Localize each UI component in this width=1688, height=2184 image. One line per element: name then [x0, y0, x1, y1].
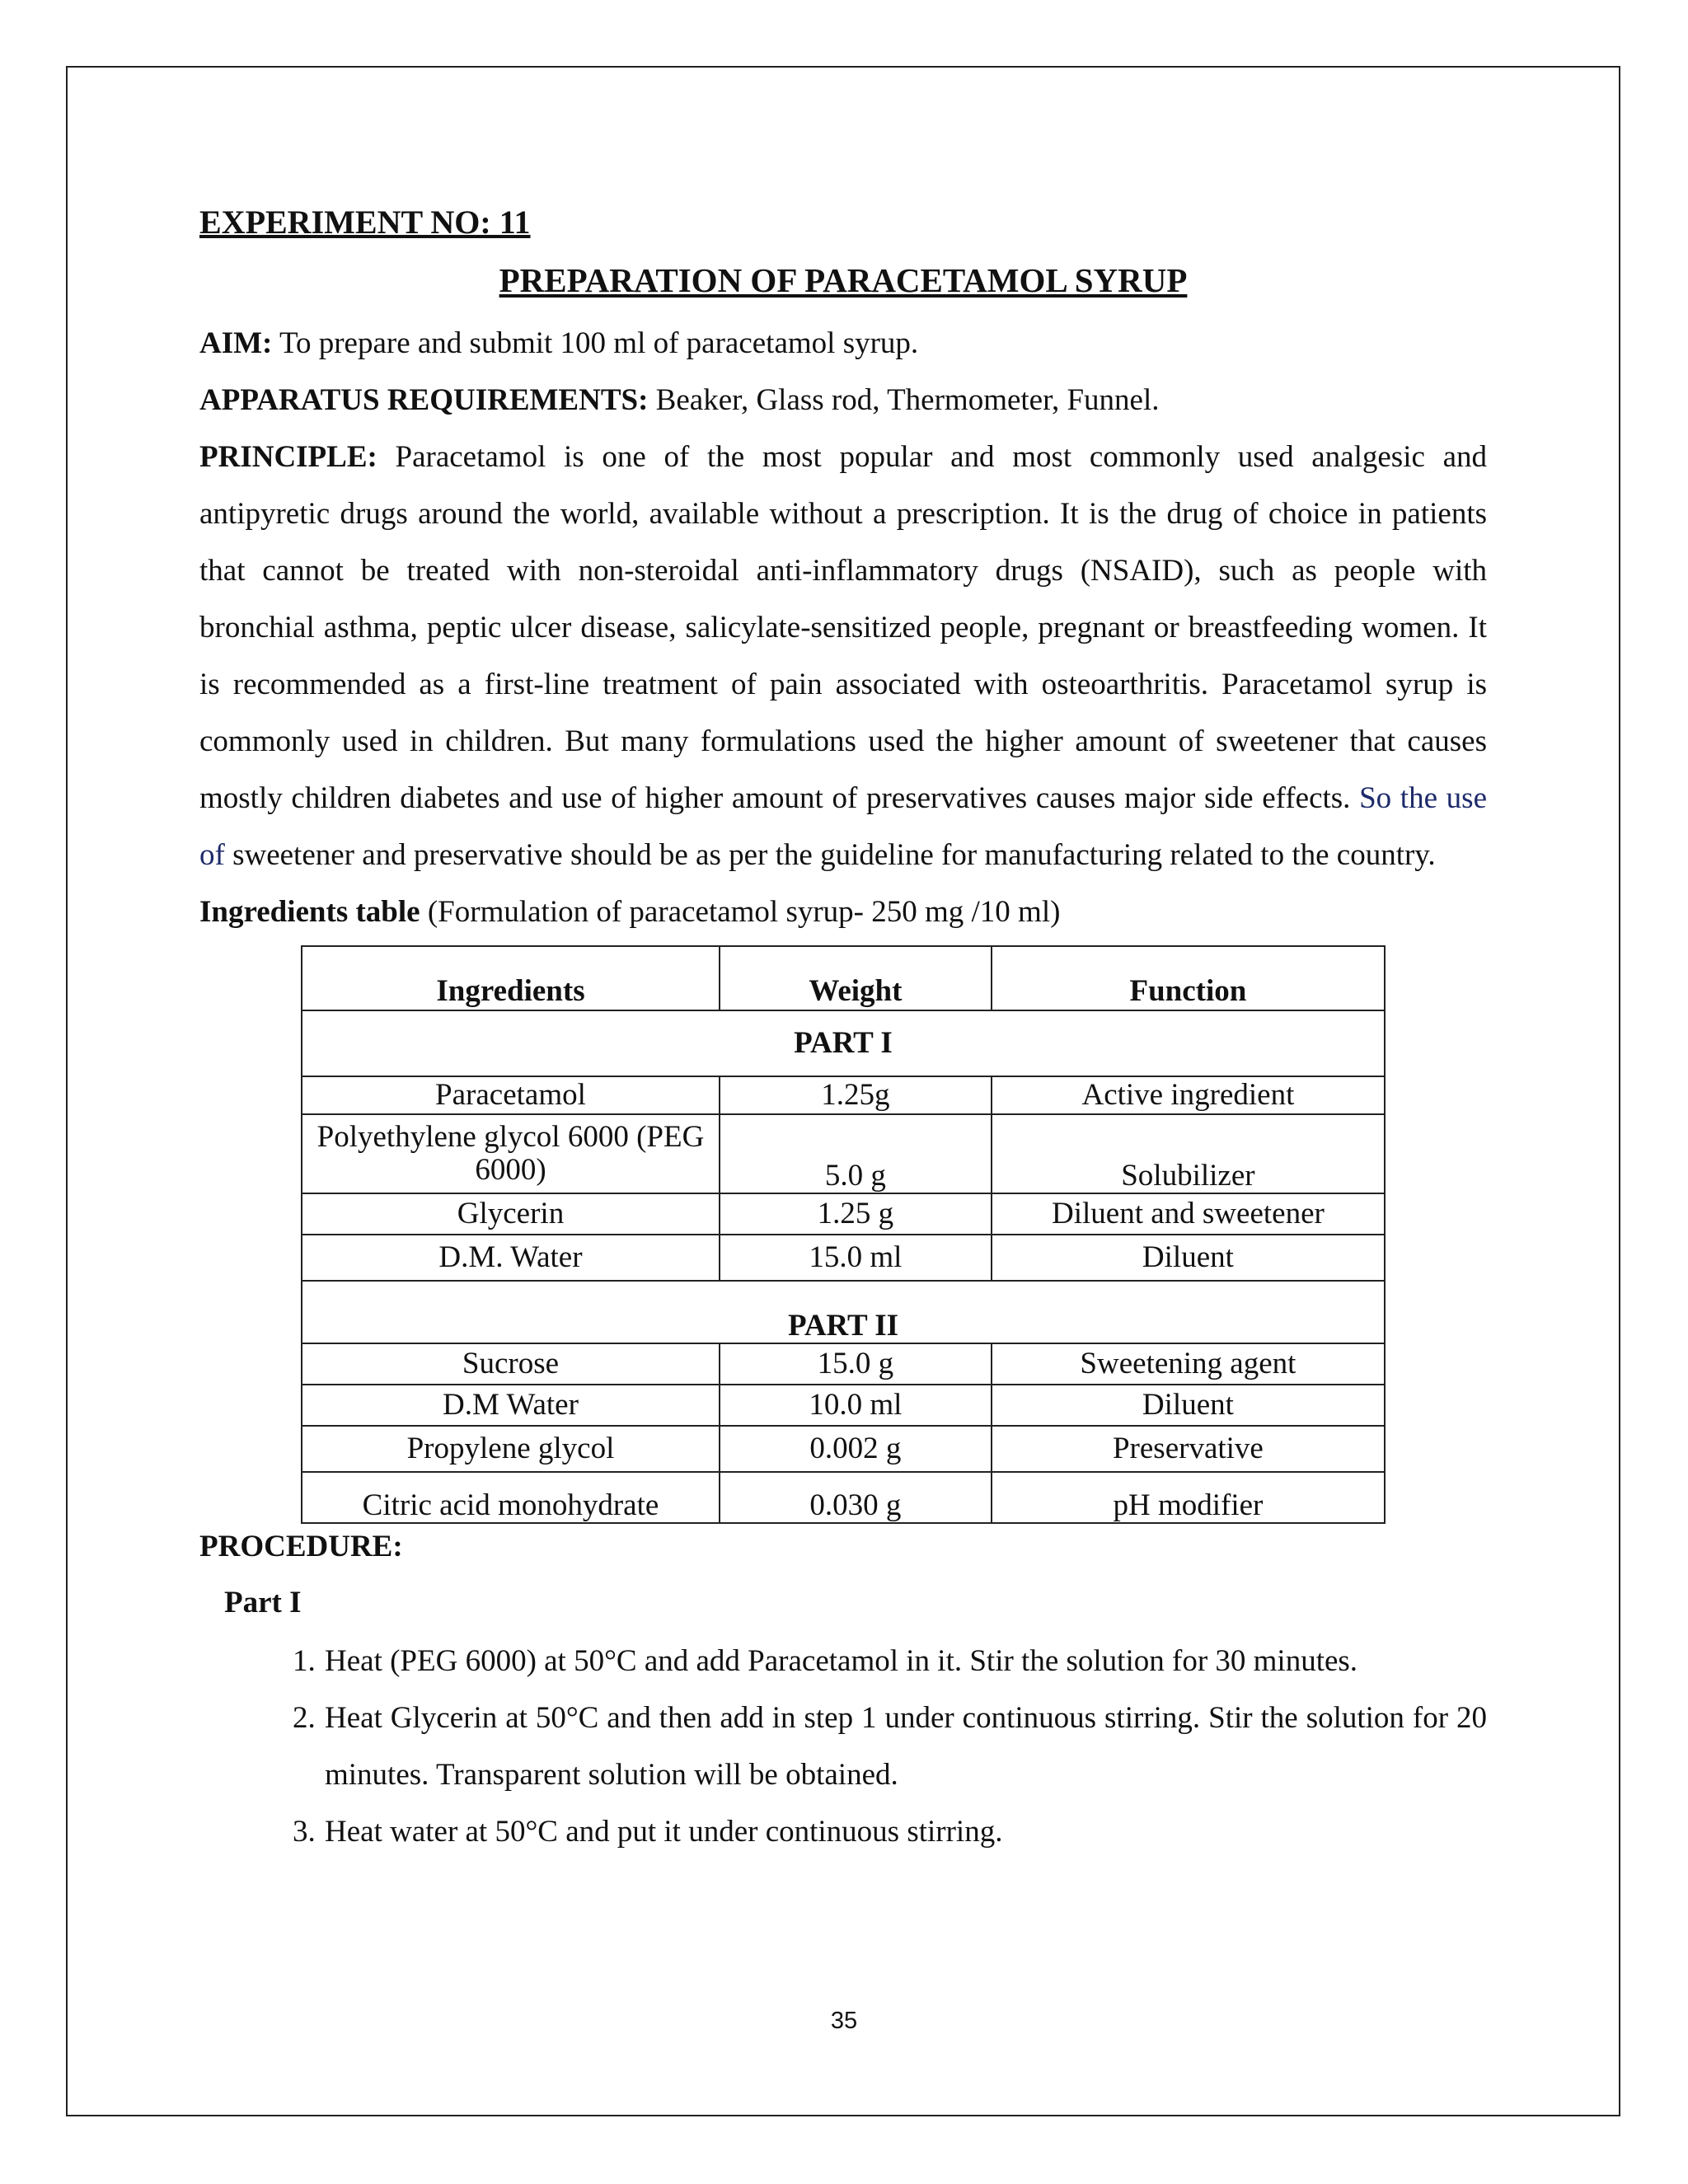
- ingredient-cell: D.M. Water: [302, 1235, 720, 1281]
- function-cell: Sweetening agent: [992, 1343, 1385, 1385]
- ingredient-cell: Citric acid monohydrate: [302, 1472, 720, 1523]
- experiment-number: EXPERIMENT NO: 11: [199, 204, 531, 241]
- ingredient-cell: Glycerin: [302, 1193, 720, 1235]
- principle-paragraph: [199, 429, 1487, 883]
- page-title: PREPARATION OF PARACETAMOL SYRUP: [499, 261, 1188, 299]
- function-cell: pH modifier: [992, 1472, 1385, 1523]
- table-header-row: [302, 946, 1385, 1010]
- principle-text-highlight: So the use of: [199, 781, 1487, 872]
- weight-cell: 10.0 ml: [720, 1385, 992, 1426]
- part2-label: PART II: [302, 1281, 1385, 1343]
- weight-cell: 1.25 g: [720, 1193, 992, 1235]
- function-cell: Diluent and sweetener: [992, 1193, 1385, 1235]
- ingredients-label: Ingredients table: [199, 895, 420, 929]
- ingredient-cell: D.M Water: [302, 1385, 720, 1426]
- principle-label: PRINCIPLE:: [199, 440, 377, 474]
- function-cell: Solubilizer: [992, 1114, 1385, 1193]
- ingredients-table: [301, 945, 1386, 1524]
- apparatus-text: Beaker, Glass rod, Thermometer, Funnel.: [648, 383, 1160, 417]
- principle-text: Paracetamol is one of the most popular and most commonly used analgesic and antipyretic drugs around the world, available without a prescription. It is the drug of choice in patients that cannot be treated with non-steroidal anti-inflammatory drugs (NSAID), such as people with bronchial asthma, peptic ulcer disease, salicylate-sensitized people, pregnant or breastfeeding women. It is recommended as a first-line treatment of pain associated with osteoarthritis. Paracetamol syrup is commonly used in children. But many formulations used the higher amount of sweetener that causes mostly children diabetes and use of higher amount of preservatives causes major side effects.: [199, 440, 1487, 815]
- procedure-steps: [199, 1633, 1487, 1860]
- document-body: [199, 196, 1487, 1860]
- table-row: [302, 1076, 1385, 1114]
- procedure-step: 3. Heat water at 50°C and put it under continuous stirring.: [323, 1803, 1487, 1860]
- header-function: Function: [992, 946, 1385, 1010]
- principle-text-end: sweetener and preservative should be as per the guideline for manufacturing related to the country.: [224, 838, 1436, 872]
- table-row: [302, 1343, 1385, 1385]
- function-cell: Diluent: [992, 1235, 1385, 1281]
- function-cell: Preservative: [992, 1426, 1385, 1472]
- weight-cell: 15.0 g: [720, 1343, 992, 1385]
- part1-label: PART I: [302, 1010, 1385, 1076]
- ingredients-table-wrapper: [301, 945, 1386, 1524]
- table-row: [302, 1235, 1385, 1281]
- apparatus-label: APPARATUS REQUIREMENTS:: [199, 383, 649, 417]
- weight-cell: 15.0 ml: [720, 1235, 992, 1281]
- procedure-step: 1. Heat (PEG 6000) at 50°C and add Paracetamol in it. Stir the solution for 30 minutes.: [323, 1633, 1487, 1690]
- page-number: 35: [830, 2008, 858, 2034]
- procedure-heading: PROCEDURE:: [199, 1530, 403, 1563]
- weight-cell: 1.25g: [720, 1076, 992, 1114]
- header-ingredients: Ingredients: [302, 946, 720, 1010]
- header-weight: Weight: [720, 946, 992, 1010]
- table-row: [302, 1472, 1385, 1523]
- aim-paragraph: [199, 315, 1487, 372]
- weight-cell: 0.002 g: [720, 1426, 992, 1472]
- function-cell: Active ingredient: [992, 1076, 1385, 1114]
- ingredient-cell: Propylene glycol: [302, 1426, 720, 1472]
- ingredient-cell: Polyethylene glycol 6000 (PEG 6000): [302, 1114, 720, 1193]
- part2-row: [302, 1281, 1385, 1343]
- ingredients-caption: [199, 883, 1487, 940]
- part1-row: [302, 1010, 1385, 1076]
- weight-cell: 0.030 g: [720, 1472, 992, 1523]
- aim-text: To prepare and submit 100 ml of paracetamol syrup.: [272, 326, 919, 360]
- ingredient-cell: Paracetamol: [302, 1076, 720, 1114]
- apparatus-paragraph: [199, 372, 1487, 429]
- aim-label: AIM:: [199, 326, 273, 360]
- table-row: [302, 1385, 1385, 1426]
- procedure-part-label: Part I: [224, 1586, 302, 1619]
- table-row: [302, 1426, 1385, 1472]
- weight-cell: 5.0 g: [720, 1114, 992, 1193]
- ingredients-caption-text: (Formulation of paracetamol syrup- 250 mg /10 ml): [420, 895, 1061, 929]
- ingredient-cell: Sucrose: [302, 1343, 720, 1385]
- procedure-step: 2. Heat Glycerin at 50°C and then add in step 1 under continuous stirring. Stir the solution for 20 minutes. Transparent solution will be obtained.: [323, 1690, 1487, 1803]
- table-row: [302, 1114, 1385, 1193]
- table-row: [302, 1193, 1385, 1235]
- function-cell: Diluent: [992, 1385, 1385, 1426]
